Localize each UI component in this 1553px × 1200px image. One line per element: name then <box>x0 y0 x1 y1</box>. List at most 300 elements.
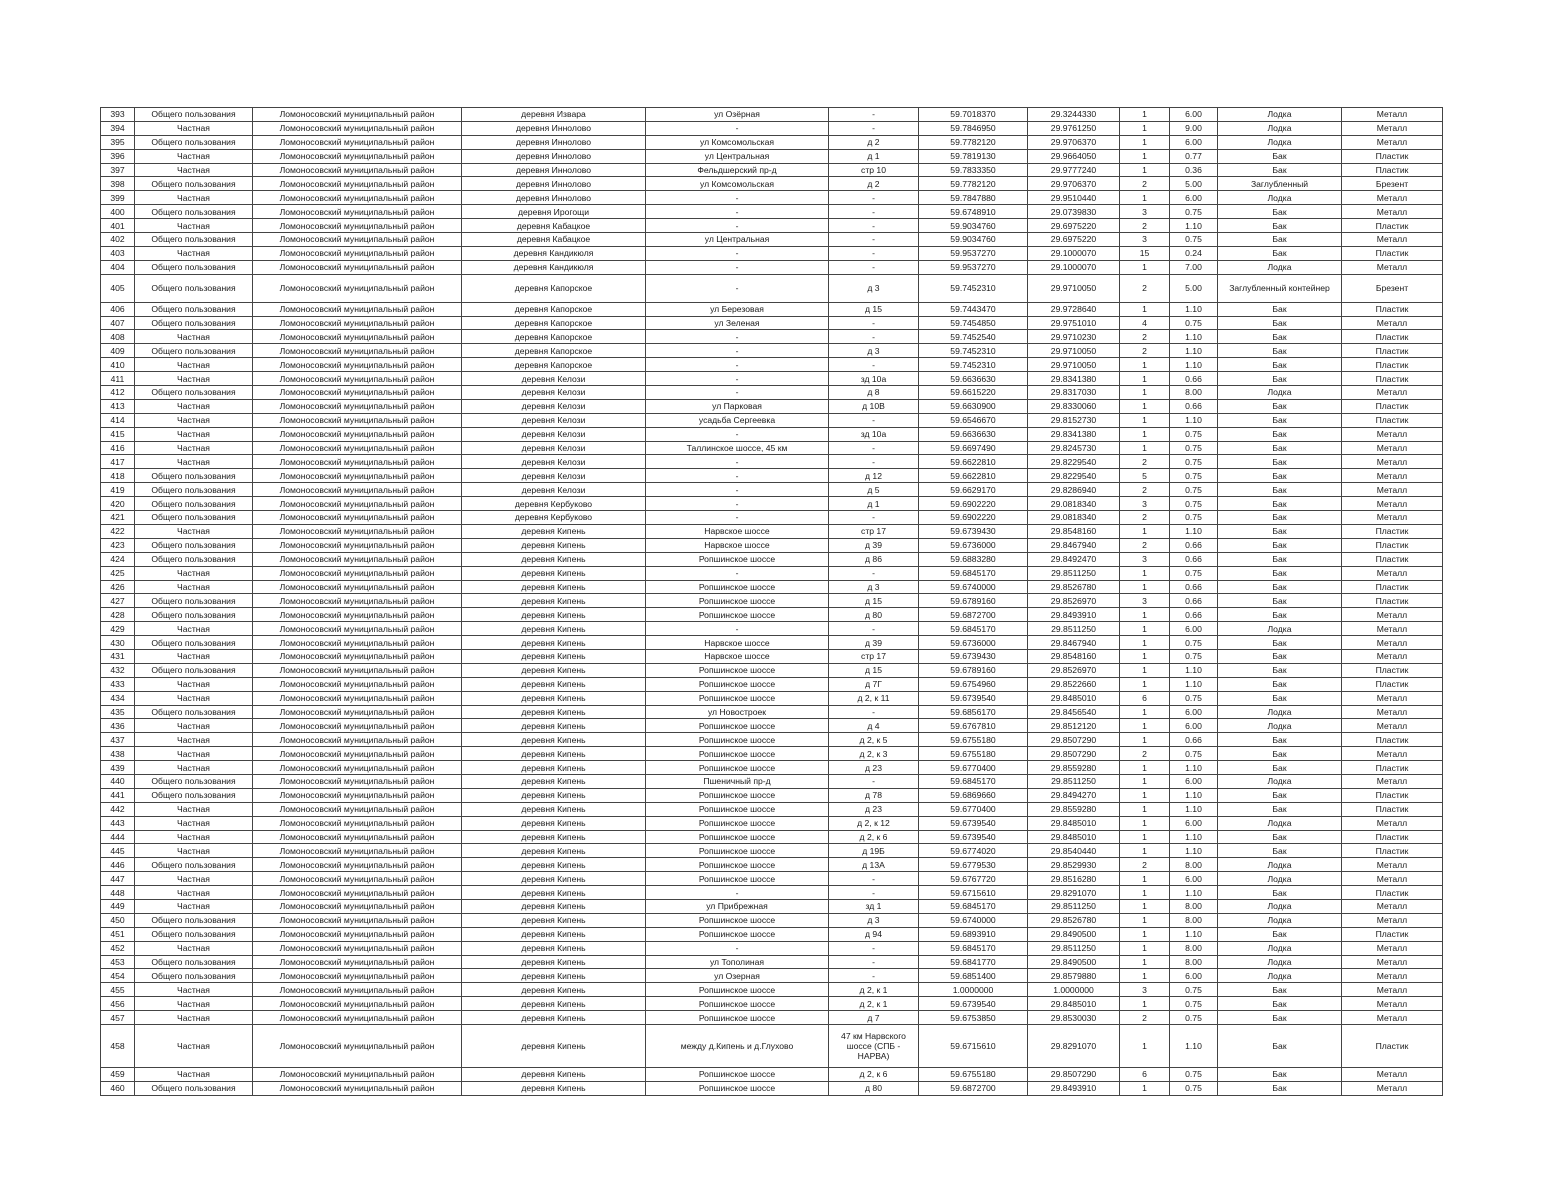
cell-district: Ломоносовский муниципальный район <box>253 927 462 941</box>
cell-house: зд 10а <box>829 427 919 441</box>
cell-material: Металл <box>1342 719 1443 733</box>
cell-house: д 8 <box>829 386 919 400</box>
table-row <box>101 1025 1443 1068</box>
cell-usage-type: Частная <box>135 622 253 636</box>
cell-row-number: 448 <box>101 886 135 900</box>
cell-usage-type: Общего пользования <box>135 1081 253 1095</box>
cell-material: Пластик <box>1342 372 1443 386</box>
cell-street: Ропшинское шоссе <box>646 1011 829 1025</box>
cell-usage-type: Частная <box>135 358 253 372</box>
cell-usage-type: Общего пользования <box>135 511 253 525</box>
cell-usage-type: Общего пользования <box>135 663 253 677</box>
cell-row-number: 426 <box>101 580 135 594</box>
cell-usage-type: Частная <box>135 524 253 538</box>
cell-settlement: деревня Кипень <box>462 830 646 844</box>
cell-longitude: 29.9751010 <box>1028 316 1120 330</box>
cell-district: Ломоносовский муниципальный район <box>253 552 462 566</box>
table-row <box>101 330 1443 344</box>
cell-material: Пластик <box>1342 149 1443 163</box>
cell-material: Пластик <box>1342 886 1443 900</box>
cell-settlement: деревня Кипень <box>462 983 646 997</box>
cell-material: Пластик <box>1342 677 1443 691</box>
cell-container-type: Лодка <box>1218 816 1342 830</box>
cell-material: Металл <box>1342 205 1443 219</box>
cell-district: Ломоносовский муниципальный район <box>253 1025 462 1068</box>
table-row <box>101 608 1443 622</box>
cell-settlement: деревня Кипень <box>462 1025 646 1068</box>
cell-district: Ломоносовский муниципальный район <box>253 441 462 455</box>
cell-volume: 0.66 <box>1170 594 1218 608</box>
cell-settlement: деревня Кипень <box>462 802 646 816</box>
cell-settlement: деревня Кипень <box>462 844 646 858</box>
cell-district: Ломоносовский муниципальный район <box>253 497 462 511</box>
cell-house: д 3 <box>829 913 919 927</box>
cell-volume: 0.75 <box>1170 983 1218 997</box>
cell-usage-type: Частная <box>135 844 253 858</box>
cell-house: - <box>829 566 919 580</box>
cell-volume: 0.75 <box>1170 427 1218 441</box>
cell-volume: 0.66 <box>1170 580 1218 594</box>
cell-street: Ропшинское шоссе <box>646 580 829 594</box>
cell-longitude: 29.8229540 <box>1028 469 1120 483</box>
cell-house: - <box>829 441 919 455</box>
cell-latitude: 59.6740000 <box>919 580 1028 594</box>
table-row <box>101 191 1443 205</box>
cell-row-number: 428 <box>101 608 135 622</box>
cell-latitude: 59.6754960 <box>919 677 1028 691</box>
cell-row-number: 421 <box>101 511 135 525</box>
cell-house: д 39 <box>829 636 919 650</box>
cell-longitude: 29.8511250 <box>1028 566 1120 580</box>
cell-count: 1 <box>1120 1025 1170 1068</box>
cell-longitude: 29.8511250 <box>1028 941 1120 955</box>
cell-district: Ломоносовский муниципальный район <box>253 816 462 830</box>
cell-longitude: 29.8548160 <box>1028 524 1120 538</box>
cell-house: - <box>829 413 919 427</box>
cell-usage-type: Частная <box>135 747 253 761</box>
cell-usage-type: Частная <box>135 733 253 747</box>
cell-district: Ломоносовский муниципальный район <box>253 1081 462 1095</box>
cell-container-type: Бак <box>1218 1081 1342 1095</box>
cell-settlement: деревня Кипень <box>462 733 646 747</box>
cell-container-type: Бак <box>1218 511 1342 525</box>
cell-district: Ломоносовский муниципальный район <box>253 191 462 205</box>
cell-street: Ропшинское шоссе <box>646 608 829 622</box>
cell-row-number: 416 <box>101 441 135 455</box>
cell-usage-type: Частная <box>135 1011 253 1025</box>
cell-latitude: 59.9537270 <box>919 246 1028 260</box>
cell-row-number: 444 <box>101 830 135 844</box>
cell-row-number: 449 <box>101 899 135 913</box>
cell-street: - <box>646 469 829 483</box>
cell-latitude: 59.6869660 <box>919 788 1028 802</box>
cell-latitude: 59.6755180 <box>919 747 1028 761</box>
cell-usage-type: Частная <box>135 802 253 816</box>
cell-settlement: деревня Кипень <box>462 774 646 788</box>
cell-volume: 6.00 <box>1170 969 1218 983</box>
cell-count: 1 <box>1120 802 1170 816</box>
cell-volume: 0.75 <box>1170 691 1218 705</box>
table-row <box>101 455 1443 469</box>
table-row <box>101 121 1443 135</box>
cell-house: д 13А <box>829 858 919 872</box>
cell-usage-type: Общего пользования <box>135 594 253 608</box>
cell-settlement: деревня Кипень <box>462 691 646 705</box>
cell-house: д 2 <box>829 135 919 149</box>
cell-longitude: 29.6975220 <box>1028 219 1120 233</box>
cell-material: Металл <box>1342 899 1443 913</box>
cell-container-type: Бак <box>1218 927 1342 941</box>
cell-row-number: 454 <box>101 969 135 983</box>
cell-street: ул Комсомольская <box>646 135 829 149</box>
cell-latitude: 59.6767810 <box>919 719 1028 733</box>
cell-container-type: Лодка <box>1218 622 1342 636</box>
cell-district: Ломоносовский муниципальный район <box>253 663 462 677</box>
cell-longitude: 29.9710050 <box>1028 358 1120 372</box>
cell-material: Пластик <box>1342 246 1443 260</box>
table-row <box>101 511 1443 525</box>
cell-usage-type: Частная <box>135 566 253 580</box>
cell-latitude: 59.7454850 <box>919 316 1028 330</box>
cell-settlement: деревня Келози <box>462 413 646 427</box>
cell-latitude: 59.6753850 <box>919 1011 1028 1025</box>
cell-district: Ломоносовский муниципальный район <box>253 566 462 580</box>
cell-row-number: 450 <box>101 913 135 927</box>
cell-longitude: 29.9706370 <box>1028 135 1120 149</box>
cell-district: Ломоносовский муниципальный район <box>253 538 462 552</box>
cell-latitude: 59.6715610 <box>919 1025 1028 1068</box>
cell-volume: 9.00 <box>1170 121 1218 135</box>
cell-usage-type: Частная <box>135 330 253 344</box>
cell-count: 1 <box>1120 399 1170 413</box>
cell-usage-type: Частная <box>135 1068 253 1082</box>
cell-row-number: 412 <box>101 386 135 400</box>
cell-settlement: деревня Капорское <box>462 330 646 344</box>
cell-longitude: 29.3244330 <box>1028 108 1120 122</box>
cell-row-number: 430 <box>101 636 135 650</box>
cell-container-type: Лодка <box>1218 121 1342 135</box>
cell-container-type: Бак <box>1218 205 1342 219</box>
cell-house: - <box>829 316 919 330</box>
table-row <box>101 427 1443 441</box>
cell-volume: 1.10 <box>1170 886 1218 900</box>
cell-container-type: Бак <box>1218 649 1342 663</box>
cell-latitude: 59.6739540 <box>919 830 1028 844</box>
cell-longitude: 29.8330060 <box>1028 399 1120 413</box>
cell-container-type: Бак <box>1218 747 1342 761</box>
cell-street: - <box>646 191 829 205</box>
cell-latitude: 59.6902220 <box>919 511 1028 525</box>
table-row <box>101 260 1443 274</box>
cell-volume: 0.75 <box>1170 997 1218 1011</box>
cell-latitude: 59.9537270 <box>919 260 1028 274</box>
cell-usage-type: Частная <box>135 899 253 913</box>
cell-longitude: 29.8493910 <box>1028 608 1120 622</box>
cell-container-type: Бак <box>1218 677 1342 691</box>
cell-volume: 0.75 <box>1170 636 1218 650</box>
cell-settlement: деревня Келози <box>462 427 646 441</box>
table-row <box>101 594 1443 608</box>
table-row <box>101 316 1443 330</box>
table-row <box>101 538 1443 552</box>
cell-house: д 19Б <box>829 844 919 858</box>
cell-street: Ропшинское шоссе <box>646 1068 829 1082</box>
cell-latitude: 59.6629170 <box>919 483 1028 497</box>
cell-usage-type: Общего пользования <box>135 135 253 149</box>
cell-usage-type: Общего пользования <box>135 497 253 511</box>
cell-container-type: Бак <box>1218 372 1342 386</box>
cell-usage-type: Частная <box>135 427 253 441</box>
table-row <box>101 177 1443 191</box>
cell-street: Ропшинское шоссе <box>646 691 829 705</box>
cell-count: 1 <box>1120 913 1170 927</box>
cell-material: Металл <box>1342 608 1443 622</box>
cell-container-type: Бак <box>1218 1011 1342 1025</box>
cell-street: ул Зеленая <box>646 316 829 330</box>
cell-latitude: 59.6845170 <box>919 899 1028 913</box>
cell-count: 1 <box>1120 608 1170 622</box>
cell-material: Металл <box>1342 747 1443 761</box>
cell-container-type: Бак <box>1218 608 1342 622</box>
cell-material: Пластик <box>1342 830 1443 844</box>
cell-container-type: Лодка <box>1218 913 1342 927</box>
cell-usage-type: Общего пользования <box>135 344 253 358</box>
table-row <box>101 636 1443 650</box>
cell-district: Ломоносовский муниципальный район <box>253 427 462 441</box>
cell-row-number: 402 <box>101 233 135 247</box>
cell-row-number: 405 <box>101 274 135 302</box>
cell-latitude: 59.6770400 <box>919 802 1028 816</box>
cell-settlement: деревня Кипень <box>462 636 646 650</box>
cell-district: Ломоносовский муниципальный район <box>253 705 462 719</box>
cell-container-type: Бак <box>1218 538 1342 552</box>
cell-street: ул Комсомольская <box>646 177 829 191</box>
cell-district: Ломоносовский муниципальный район <box>253 733 462 747</box>
cell-settlement: деревня Кипень <box>462 913 646 927</box>
cell-longitude: 29.8548160 <box>1028 649 1120 663</box>
table-row <box>101 163 1443 177</box>
cell-container-type: Бак <box>1218 316 1342 330</box>
table-row <box>101 135 1443 149</box>
cell-latitude: 59.6739540 <box>919 997 1028 1011</box>
cell-container-type: Бак <box>1218 483 1342 497</box>
cell-volume: 8.00 <box>1170 858 1218 872</box>
cell-longitude: 29.9664050 <box>1028 149 1120 163</box>
cell-usage-type: Общего пользования <box>135 483 253 497</box>
cell-volume: 0.75 <box>1170 233 1218 247</box>
cell-longitude: 29.9706370 <box>1028 177 1120 191</box>
cell-longitude: 29.8526780 <box>1028 913 1120 927</box>
cell-latitude: 59.7452310 <box>919 274 1028 302</box>
cell-container-type: Бак <box>1218 1068 1342 1082</box>
cell-volume: 0.75 <box>1170 441 1218 455</box>
cell-material: Пластик <box>1342 413 1443 427</box>
cell-material: Металл <box>1342 858 1443 872</box>
cell-street: Ропшинское шоссе <box>646 816 829 830</box>
cell-district: Ломоносовский муниципальный район <box>253 163 462 177</box>
cell-house: - <box>829 872 919 886</box>
cell-container-type: Бак <box>1218 594 1342 608</box>
cell-district: Ломоносовский муниципальный район <box>253 622 462 636</box>
table-row <box>101 386 1443 400</box>
table-row <box>101 205 1443 219</box>
cell-count: 1 <box>1120 788 1170 802</box>
cell-house: д 80 <box>829 1081 919 1095</box>
cell-latitude: 59.6715610 <box>919 886 1028 900</box>
cell-row-number: 408 <box>101 330 135 344</box>
cell-district: Ломоносовский муниципальный район <box>253 788 462 802</box>
cell-settlement: деревня Кипень <box>462 886 646 900</box>
cell-row-number: 406 <box>101 302 135 316</box>
cell-volume: 0.75 <box>1170 511 1218 525</box>
cell-house: - <box>829 622 919 636</box>
cell-longitude: 29.8245730 <box>1028 441 1120 455</box>
cell-row-number: 417 <box>101 455 135 469</box>
cell-count: 4 <box>1120 316 1170 330</box>
cell-volume: 8.00 <box>1170 913 1218 927</box>
cell-house: д 1 <box>829 149 919 163</box>
cell-container-type: Бак <box>1218 552 1342 566</box>
cell-longitude: 29.8490500 <box>1028 955 1120 969</box>
cell-row-number: 451 <box>101 927 135 941</box>
cell-district: Ломоносовский муниципальный район <box>253 469 462 483</box>
cell-row-number: 460 <box>101 1081 135 1095</box>
cell-latitude: 59.7819130 <box>919 149 1028 163</box>
cell-volume: 5.00 <box>1170 274 1218 302</box>
cell-settlement: деревня Ирогощи <box>462 205 646 219</box>
cell-volume: 1.10 <box>1170 524 1218 538</box>
cell-latitude: 59.6630900 <box>919 399 1028 413</box>
cell-latitude: 59.6740000 <box>919 913 1028 927</box>
cell-street: - <box>646 427 829 441</box>
cell-volume: 1.10 <box>1170 802 1218 816</box>
table-row <box>101 761 1443 775</box>
cell-count: 2 <box>1120 511 1170 525</box>
cell-settlement: деревня Кипень <box>462 705 646 719</box>
cell-container-type: Лодка <box>1218 955 1342 969</box>
cell-volume: 1.10 <box>1170 761 1218 775</box>
cell-volume: 0.75 <box>1170 747 1218 761</box>
cell-latitude: 59.6851400 <box>919 969 1028 983</box>
cell-container-type: Бак <box>1218 788 1342 802</box>
cell-district: Ломоносовский муниципальный район <box>253 608 462 622</box>
cell-material: Пластик <box>1342 594 1443 608</box>
cell-district: Ломоносовский муниципальный район <box>253 719 462 733</box>
cell-row-number: 442 <box>101 802 135 816</box>
cell-material: Пластик <box>1342 219 1443 233</box>
cell-longitude: 29.8286940 <box>1028 483 1120 497</box>
cell-volume: 0.75 <box>1170 1011 1218 1025</box>
cell-house: - <box>829 358 919 372</box>
cell-count: 1 <box>1120 580 1170 594</box>
cell-count: 1 <box>1120 135 1170 149</box>
cell-count: 3 <box>1120 552 1170 566</box>
cell-house: д 39 <box>829 538 919 552</box>
cell-material: Металл <box>1342 1081 1443 1095</box>
cell-count: 2 <box>1120 483 1170 497</box>
cell-street: - <box>646 372 829 386</box>
cell-district: Ломоносовский муниципальный район <box>253 121 462 135</box>
cell-settlement: деревня Иннолово <box>462 163 646 177</box>
cell-district: Ломоносовский муниципальный район <box>253 858 462 872</box>
cell-street: Ропшинское шоссе <box>646 983 829 997</box>
table-row <box>101 774 1443 788</box>
table-row <box>101 816 1443 830</box>
cell-count: 3 <box>1120 497 1170 511</box>
cell-container-type: Бак <box>1218 566 1342 580</box>
cell-house: зд 1 <box>829 899 919 913</box>
cell-material: Пластик <box>1342 358 1443 372</box>
cell-material: Пластик <box>1342 733 1443 747</box>
cell-house: д 86 <box>829 552 919 566</box>
cell-street: - <box>646 246 829 260</box>
cell-settlement: деревня Кипень <box>462 594 646 608</box>
data-table <box>100 107 1443 1096</box>
cell-street: - <box>646 205 829 219</box>
cell-longitude: 29.9761250 <box>1028 121 1120 135</box>
table-row <box>101 399 1443 413</box>
cell-longitude: 29.8467940 <box>1028 538 1120 552</box>
cell-street: - <box>646 344 829 358</box>
cell-container-type: Лодка <box>1218 260 1342 274</box>
cell-count: 1 <box>1120 108 1170 122</box>
cell-volume: 0.75 <box>1170 455 1218 469</box>
cell-container-type: Бак <box>1218 636 1342 650</box>
table-row <box>101 705 1443 719</box>
cell-material: Пластик <box>1342 663 1443 677</box>
cell-settlement: деревня Кипень <box>462 858 646 872</box>
table-row <box>101 913 1443 927</box>
cell-district: Ломоносовский муниципальный район <box>253 830 462 844</box>
cell-latitude: 59.6789160 <box>919 594 1028 608</box>
cell-row-number: 431 <box>101 649 135 663</box>
cell-settlement: деревня Кандикюля <box>462 260 646 274</box>
cell-count: 1 <box>1120 524 1170 538</box>
cell-latitude: 59.6872700 <box>919 608 1028 622</box>
cell-volume: 1.10 <box>1170 413 1218 427</box>
cell-longitude: 29.8485010 <box>1028 997 1120 1011</box>
cell-count: 1 <box>1120 886 1170 900</box>
cell-latitude: 59.6902220 <box>919 497 1028 511</box>
cell-longitude: 29.8511250 <box>1028 622 1120 636</box>
cell-count: 1 <box>1120 191 1170 205</box>
cell-usage-type: Частная <box>135 399 253 413</box>
table-row <box>101 580 1443 594</box>
cell-district: Ломоносовский муниципальный район <box>253 747 462 761</box>
table-row <box>101 788 1443 802</box>
cell-count: 1 <box>1120 677 1170 691</box>
cell-row-number: 424 <box>101 552 135 566</box>
table-row <box>101 872 1443 886</box>
cell-container-type: Лодка <box>1218 899 1342 913</box>
cell-container-type: Лодка <box>1218 858 1342 872</box>
cell-district: Ломоносовский муниципальный район <box>253 691 462 705</box>
cell-street: Ропшинское шоссе <box>646 747 829 761</box>
cell-street: Ропшинское шоссе <box>646 927 829 941</box>
cell-settlement: деревня Кипень <box>462 580 646 594</box>
cell-street: Фельдшерский пр-д <box>646 163 829 177</box>
cell-material: Металл <box>1342 316 1443 330</box>
cell-count: 2 <box>1120 1011 1170 1025</box>
table-row <box>101 899 1443 913</box>
cell-street: - <box>646 497 829 511</box>
cell-row-number: 446 <box>101 858 135 872</box>
cell-district: Ломоносовский муниципальный район <box>253 358 462 372</box>
cell-volume: 8.00 <box>1170 941 1218 955</box>
cell-street: ул Парковая <box>646 399 829 413</box>
cell-container-type: Бак <box>1218 399 1342 413</box>
cell-settlement: деревня Кипень <box>462 719 646 733</box>
